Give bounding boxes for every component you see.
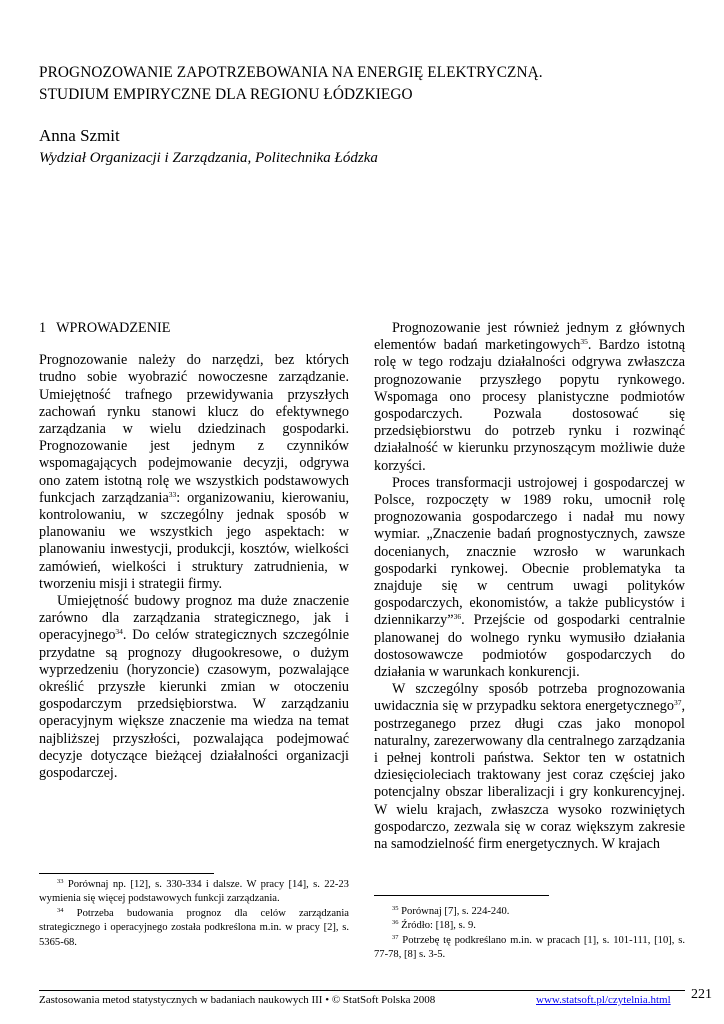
footnote-divider-left	[39, 873, 214, 874]
left-paragraph-1: Prognozowanie należy do narzędzi, bez których trudno sobie wyobrazić nowoczesne zarządzanie. Umiejętność trafnego przewidywania przyszłych zachowań rynku stanowi klucz do efektywnego zarządzania w wielu dziedzinach gospodarki. Prognozowanie jest jednym z czynników wspomagających podejmowanie decyzji, odgrywa ono zatem istotną rolę we wszystkich podstawowych funkcjach zarządzania$^{33}$: organizowaniu, kierowaniu, kontrolowaniu, w szczególny jednak sposób w planowaniu we wszystkich jego aspektach: w planowaniu inwestycji, produkcji, kosztów, wielkości zamówień, wielkości i struktury zatrudnienia, w tworzeniu misji i strategii firmy.	[39, 352, 349, 592]
right-paragraph-3: W szczególny sposób potrzeba prognozowania uwidacznia się w przypadku sektora energetycznego$^{37}$, postrzeganego przez długi czas jako monopol naturalny, zarezerwowany dla centralnego zarządzania i pełnej kontroli państwa. Sektor ten w ostatnich dziesięcioleciach traktowany jest coraz częściej jako potencjalny obszar liberalizacji i gry konkurencyjnej. W wielu krajach, zwłaszcza wysoko rozwiniętych gospodarczo, zezwala się w coraz większym zakresie na samodzielność firm energetycznych. W krajach	[374, 681, 685, 853]
footnote-33: $^{33}$ Porównaj np. [12], s. 330-334 i dalsze. W pracy [14], s. 22-23 wymienia się więcej podstawowych funkcji zarządzania.	[39, 878, 349, 905]
right-paragraph-1: Prognozowanie jest również jednym z głównych elementów badań marketingowych$^{35}$. Bardzo istotną rolę w tego rodzaju działalności odgrywa zwłaszcza prognozowanie przyszłego popytu rynkowego. Wspomaga ono procesy planistyczne podmiotów gospodarczych. Pozwala dostosować się przedsiębiorstwu do potrzeb rynku i rozwinąć działalność w kierunku przynoszącym możliwie duże korzyści.	[374, 320, 685, 474]
section-number: 1	[39, 320, 47, 336]
paper-title	[39, 62, 699, 106]
footnote-34: $^{34}$ Potrzeba budowania prognoz dla celów zarządzania strategicznego i operacyjnego została podkreślona m.in. w pracy [2], s. 5365-68.	[39, 906, 349, 948]
footnote-ref-37: 37	[673, 698, 682, 708]
footnotes-left	[39, 878, 349, 950]
footnote-ref-34: 34	[115, 627, 123, 637]
footer-link[interactable]: www.statsoft.pl/czytelnia.html	[536, 994, 671, 1006]
section-heading	[39, 320, 349, 337]
footnote-ref-36: 36	[453, 612, 462, 622]
left-paragraph-2: Umiejętność budowy prognoz ma duże znaczenie zarówno dla zarządzania strategicznego, jak i operacyjnego$^{34}$. Do celów strategicznych szczególnie przydatne są prognozy długookresowe, o dużym wyprzedzeniu (horyzoncie) czasowym, pozwalające określić przyszłe kierunki zmian w otoczeniu gospodarczym przedsiębiorstwa. W zarządzaniu operacyjnym większe znaczenie ma wiedza na temat najbliższej przyszłości, pozwalająca podejmować decyzje dotyczące bieżącej działalności organizacji gospodarczej.	[39, 593, 349, 782]
footer-citation: Zastosowania metod statystycznych w badaniach naukowych III • © StatSoft Polska 2008	[39, 994, 436, 1006]
title-line-2: STUDIUM EMPIRYCZNE DLA REGIONU ŁÓDZKIEGO	[39, 86, 413, 103]
author-affiliation: Wydział Organizacji i Zarządzania, Politechnika Łódzka	[39, 150, 378, 166]
footer-divider	[39, 990, 685, 991]
title-line-1: PROGNOZOWANIE ZAPOTRZEBOWANIA NA ENERGIĘ ELEKTRYCZNĄ.	[39, 64, 543, 81]
footnote-36: $^{36}$ Źródło: [18], s. 9.	[392, 919, 476, 932]
left-column	[39, 320, 349, 782]
right-column	[374, 320, 685, 853]
footnote-ref-33: 33	[168, 489, 177, 499]
footnote-divider-right	[374, 895, 549, 896]
page-number: 221	[691, 987, 712, 1002]
author-name: Anna Szmit	[39, 126, 120, 145]
footnote-37: $^{37}$ Potrzebę tę podkreślano m.in. w pracach [1], s. 101-111, [10], s. 77-78, [8] s. 3-5.	[374, 933, 686, 961]
footnote-35: $^{35}$ Porównaj [7], s. 224-240.	[392, 905, 510, 917]
right-paragraph-2: Proces transformacji ustrojowej i gospodarczej w Polsce, rozpoczęty w 1989 roku, umocnił rolę prognozowania gospodarczego i nadał mu nowy wymiar. „Znaczenie badań prognostycznych, zawsze docenianych, znacznie wzrosło w warunkach gospodarki rynkowej. Obecnie problematyka ta znajduje się w centrum uwagi polityków gospodarczych, ekonomistów, a także publicystów i dziennikarzy”$^{36}$. Przejście od gospodarki centralnie planowanej do wolnego rynku wymusiło działania dostosowawcze podmiotów gospodarczych do działania w warunkach konkurencji.	[374, 474, 685, 681]
footnote-ref-35: 35	[580, 337, 588, 347]
footnotes-right	[374, 905, 685, 963]
section-title: WPROWADZENIE	[56, 320, 171, 336]
